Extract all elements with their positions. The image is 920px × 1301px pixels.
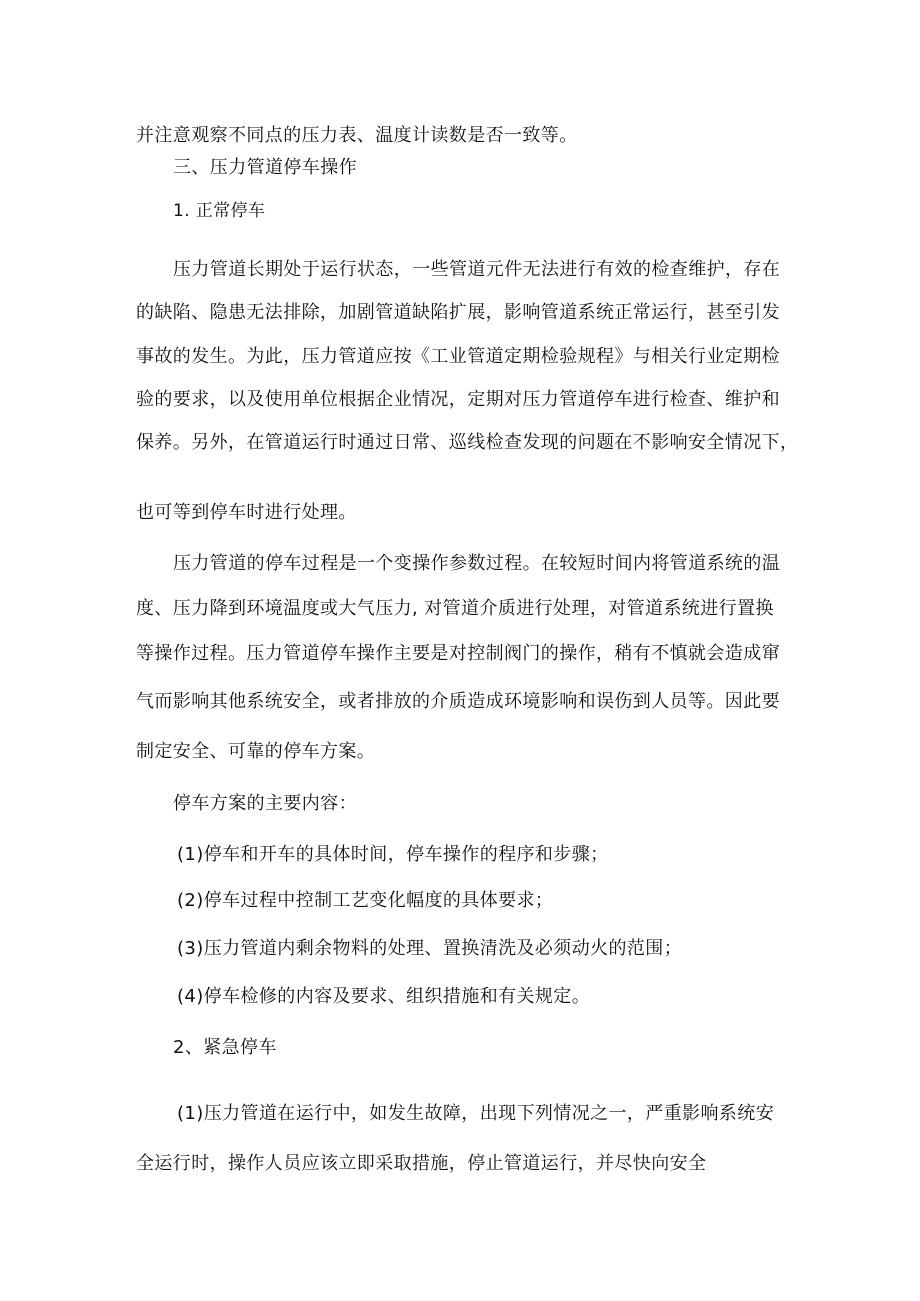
emergency-item-1-line-2: 全运行时，操作人员应该立即采取措施，停止管道运行，并尽快向安全 [136, 1153, 707, 1174]
paragraph-2-line-4: 气而影响其他系统安全，或者排放的介质造成环境影响和误伤到人员等。因此要 [136, 691, 780, 712]
plan-item-3: (3)压力管道内剩余物料的处理、置换清洗及必须动火的范围； [177, 938, 683, 959]
plan-item-2: (2)停车过程中控制工艺变化幅度的具体要求； [177, 890, 554, 911]
section-heading-3: 三、压力管道停车操作 [173, 157, 357, 178]
paragraph-1-line-3: 事故的发生。为此，压力管道应按《工业管道定期检验规程》与相关行业定期检 [136, 346, 780, 367]
subsection-heading-1: 1. 正常停车 [173, 201, 266, 221]
paragraph-1-line-4: 验的要求，以及使用单位根据企业情况，定期对压力管道停车进行检查、维护和 [136, 389, 780, 410]
paragraph-2-line-1: 压力管道的停车过程是一个变操作参数过程。在较短时间内将管道系统的温 [173, 553, 781, 574]
paragraph-1-line-2: 的缺陷、隐患无法排除，加剧管道缺陷扩展，影响管道系统正常运行，甚至引发 [136, 302, 780, 323]
subsection-heading-2: 2、紧急停车 [173, 1037, 277, 1058]
plan-item-4: (4)停车检修的内容及要求、组织措施和有关规定。 [177, 986, 591, 1007]
emergency-item-1-line-1: (1)压力管道在运行中，如发生故障，出现下列情况之一，严重影响系统安 [177, 1103, 775, 1124]
paragraph-1-line-6: 也可等到停车时进行处理。 [136, 502, 357, 523]
paragraph-2-line-2: 度、压力降到环境温度或大气压力, 对管道介质进行处理，对管道系统进行置换 [136, 598, 774, 619]
paragraph-2-line-5: 制定安全、可靠的停车方案。 [136, 741, 376, 762]
paragraph-1-line-5: 保养。另外，在管道运行时通过日常、巡线检查发现的问题在不影响安全情况下， [136, 432, 799, 453]
paragraph-1-line-1: 压力管道长期处于运行状态，一些管道元件无法进行有效的检查维护，存在 [173, 259, 781, 280]
plan-contents-heading: 停车方案的主要内容： [173, 793, 357, 814]
plan-item-1: (1)停车和开车的具体时间，停车操作的程序和步骤； [177, 844, 609, 865]
paragraph-2-line-3: 等操作过程。压力管道停车操作主要是对控制阀门的操作，稍有不慎就会造成窜 [136, 643, 780, 664]
paragraph-line-continuation: 并注意观察不同点的压力表、温度计读数是否一致等。 [136, 125, 578, 146]
